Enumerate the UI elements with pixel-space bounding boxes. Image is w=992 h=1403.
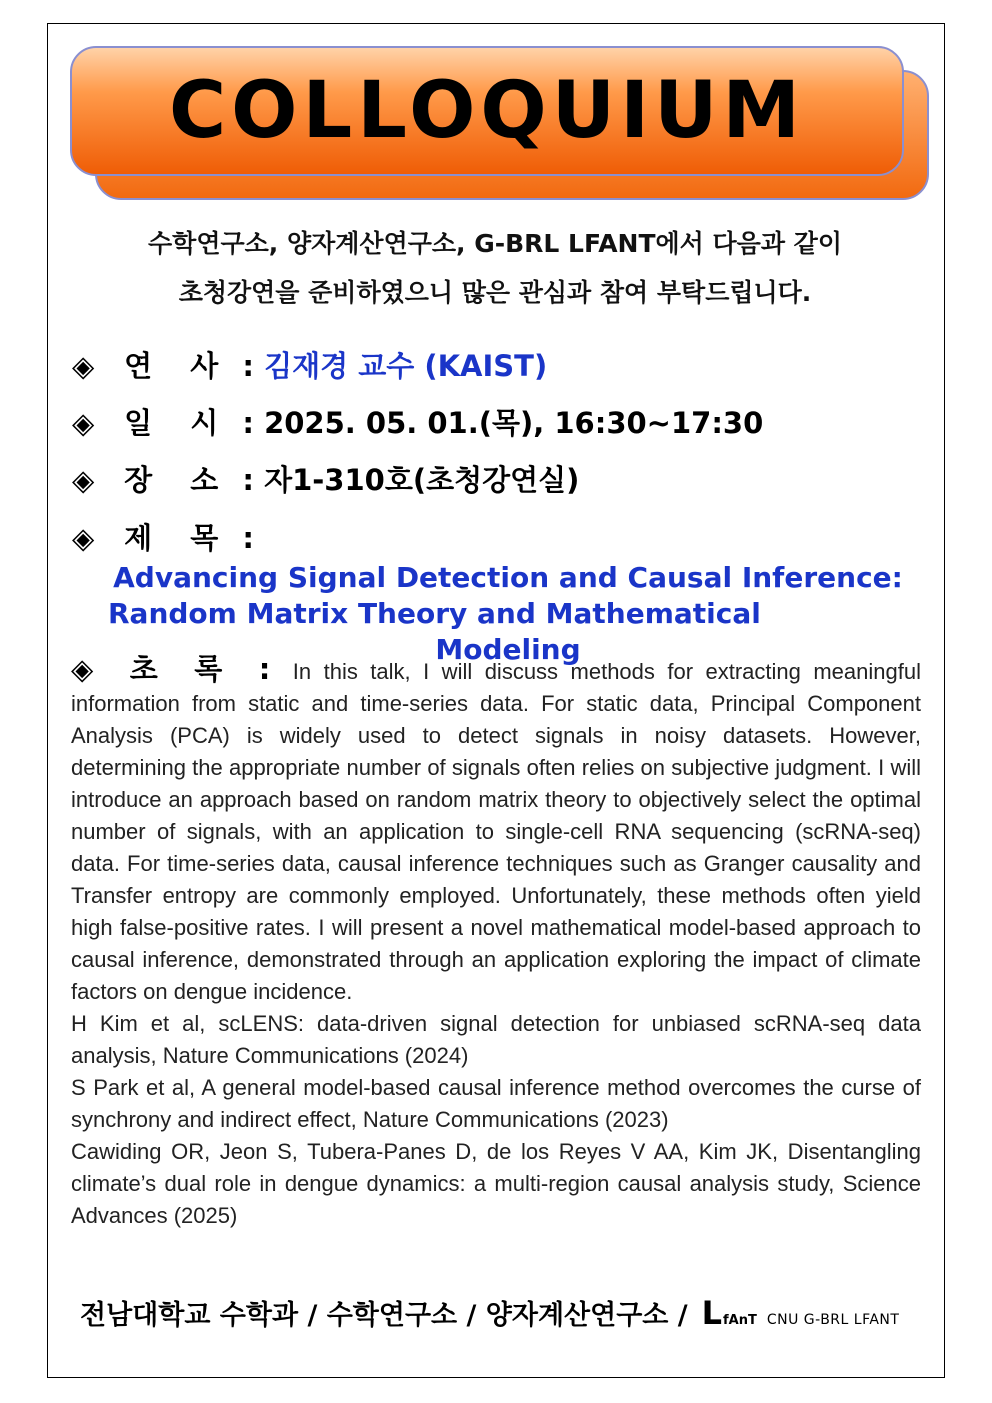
date-row	[72, 401, 763, 442]
speaker-row	[72, 344, 547, 385]
diamond-bullet-icon: ◈	[72, 349, 95, 383]
colon: :	[258, 652, 281, 686]
reference-item: S Park et al, A general model-based causal inference method overcomes the curse of synchrony and indirect effect, Nature Communications (2023)	[71, 1075, 921, 1132]
speaker-value: 김재경 교수 (KAIST)	[264, 349, 548, 383]
abstract-heading	[71, 652, 280, 686]
lfant-logo	[701, 1293, 900, 1332]
colon: :	[242, 463, 254, 497]
place-label: 장 소	[124, 463, 233, 497]
talk-title-line-2: Random Matrix Theory and Mathematical Modeling	[108, 597, 761, 666]
abstract-body: In this talk, I will discuss methods for extracting meaningful information from static and time-series data. For static data, Principal Component Analysis (PCA) is widely used to detect signals in noisy datasets. However, determining the appropriate number of signals often relies on subjective judgment. I will introduce an approach based on random matrix theory to objectively select the optimal number of signals, with an application to single-cell RNA sequencing (scRNA-seq) data. For time-series data, causal inference techniques such as Granger causality and Transfer entropy are commonly employed. Unfortunately, these methods often yield high false-positive rates. I will present a novel mathematical model-based approach to causal inference, demonstrated through an application exploring the impact of climate factors on dengue incidence.	[71, 659, 921, 1004]
date-value: 2025. 05. 01.(목), 16:30~17:30	[264, 406, 764, 440]
lfant-logo-mark: L	[701, 1293, 723, 1332]
title-row	[72, 516, 254, 557]
banner	[70, 46, 904, 176]
abstract-body-paragraph	[71, 653, 921, 1008]
colon: :	[242, 521, 254, 555]
diamond-bullet-icon: ◈	[72, 463, 95, 497]
abstract-label: 초 록	[129, 652, 233, 686]
intro-line-1: 수학연구소, 양자계산연구소, G-BRL LFANT에서 다음과 같이	[148, 229, 842, 258]
intro-line-2: 초청강연을 준비하였으니 많은 관심과 참여 부탁드립니다.	[178, 278, 812, 307]
date-label: 일 시	[124, 406, 233, 440]
footer-org-text: 전남대학교 수학과 / 수학연구소 / 양자계산연구소 /	[80, 1300, 688, 1331]
reference-item: H Kim et al, scLENS: data-driven signal detection for unbiased scRNA-seq data analysis, Nature Communications (2024)	[71, 1011, 921, 1068]
diamond-bullet-icon: ◈	[71, 652, 104, 686]
talk-title-line-1: Advancing Signal Detection and Causal Inference:	[113, 561, 903, 594]
abstract	[71, 653, 921, 1232]
lfant-logo-small: fAnT	[723, 1312, 757, 1328]
diamond-bullet-icon: ◈	[72, 406, 95, 440]
diamond-bullet-icon: ◈	[72, 521, 95, 555]
place-row	[72, 458, 579, 499]
lfant-logo-subtitle: CNU G-BRL LFANT	[766, 1311, 900, 1328]
banner-title: COLLOQUIUM	[168, 66, 806, 156]
colon: :	[242, 349, 254, 383]
footer	[80, 1293, 920, 1332]
reference-item: Cawiding OR, Jeon S, Tubera-Panes D, de los Reyes V AA, Kim JK, Disentangling climate’s dual role in dengue dynamics: a multi-region causal analysis study, Science Advances (2025)	[71, 1139, 921, 1228]
speaker-label: 연 사	[124, 349, 233, 383]
colon: :	[242, 406, 254, 440]
place-value: 자1-310호(초청강연실)	[264, 463, 580, 497]
title-label: 제 목	[124, 521, 233, 555]
